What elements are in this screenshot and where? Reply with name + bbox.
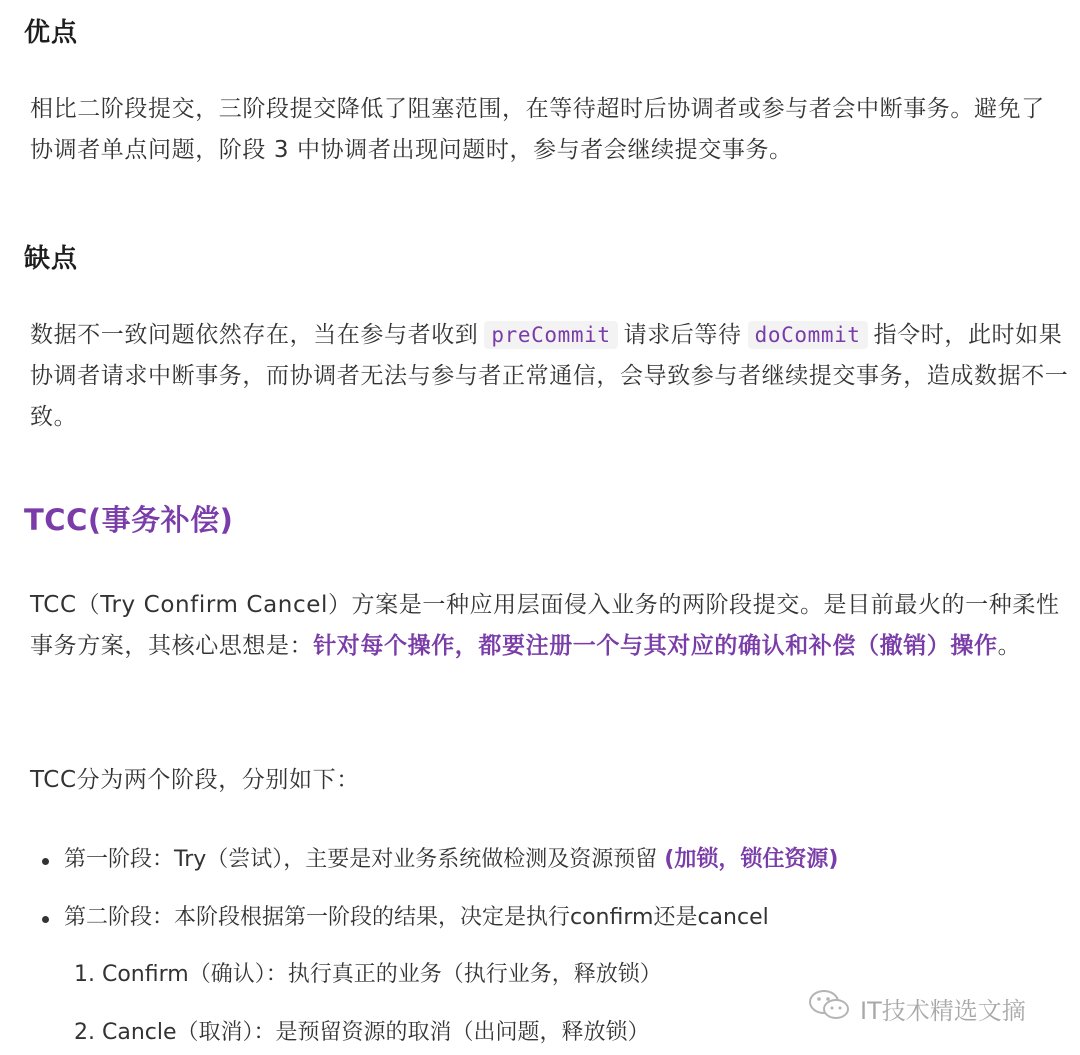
- pros-heading: 优点: [24, 18, 79, 48]
- bullet-dot-icon: [42, 858, 49, 865]
- tcc-intro-end: 。: [997, 633, 1022, 659]
- step-confirm: 1. Confirm（确认）：执行真正的业务（执行业务，释放锁）: [74, 962, 662, 987]
- phase-2-steps: [74, 960, 1054, 990]
- cons-paragraph: [30, 315, 1072, 438]
- watermark: [808, 988, 1026, 1028]
- phase-1-text: 第一阶段：Try（尝试），主要是对业务系统做检测及资源预留: [64, 847, 658, 872]
- tcc-intro-paragraph: [30, 585, 1076, 667]
- cons-text-2: 请求后等待: [623, 322, 742, 348]
- precommit-code: preCommit: [484, 321, 617, 349]
- phase-list: [30, 845, 1060, 875]
- pros-paragraph: 相比二阶段提交，三阶段提交降低了阻塞范围，在等待超时后协调者或参与者会中断事务。避免了协调者单点问题，阶段 3 中协调者出现问题时，参与者会继续提交事务。: [30, 96, 1045, 163]
- watermark-text: IT技术精选文摘: [860, 996, 1026, 1025]
- cons-heading: 缺点: [24, 244, 79, 274]
- docommit-code: doCommit: [748, 321, 868, 349]
- cons-text-1: 数据不一致问题依然存在，当在参与者收到: [30, 322, 479, 348]
- tcc-title: TCC(事务补偿): [24, 503, 234, 537]
- phase-1-emphasis: (加锁，锁住资源): [664, 847, 839, 872]
- phase-list-2: [30, 903, 1060, 933]
- bullet-dot-icon: [42, 916, 49, 923]
- phase-2-text: 第二阶段：本阶段根据第一阶段的结果，决定是执行confirm还是cancel: [64, 905, 769, 930]
- step-cancel: 2. Cancle（取消）：是预留资源的取消（出问题，释放锁）: [74, 1020, 650, 1045]
- tcc-core-idea: 针对每个操作，都要注册一个与其对应的确认和补偿（撤销）操作: [313, 633, 998, 659]
- tcc-intro-text: TCC（Try Confirm Cancel）方案是一种应用层面侵入业务的两阶段提交。是目前最火的一种柔性事务方案，其核心思想是：: [30, 592, 1060, 659]
- tcc-phases-intro: TCC分为两个阶段，分别如下：: [30, 767, 360, 793]
- wechat-icon: [808, 988, 852, 1028]
- cons-text-3: 指令时，此时如果协调者请求中断事务，而协调者无法与参与者正常通信，会导致参与者继续提交事务，造成数据不一致。: [30, 322, 1069, 430]
- phase-2-item: [30, 903, 1060, 933]
- phase-1-item: [30, 845, 1060, 875]
